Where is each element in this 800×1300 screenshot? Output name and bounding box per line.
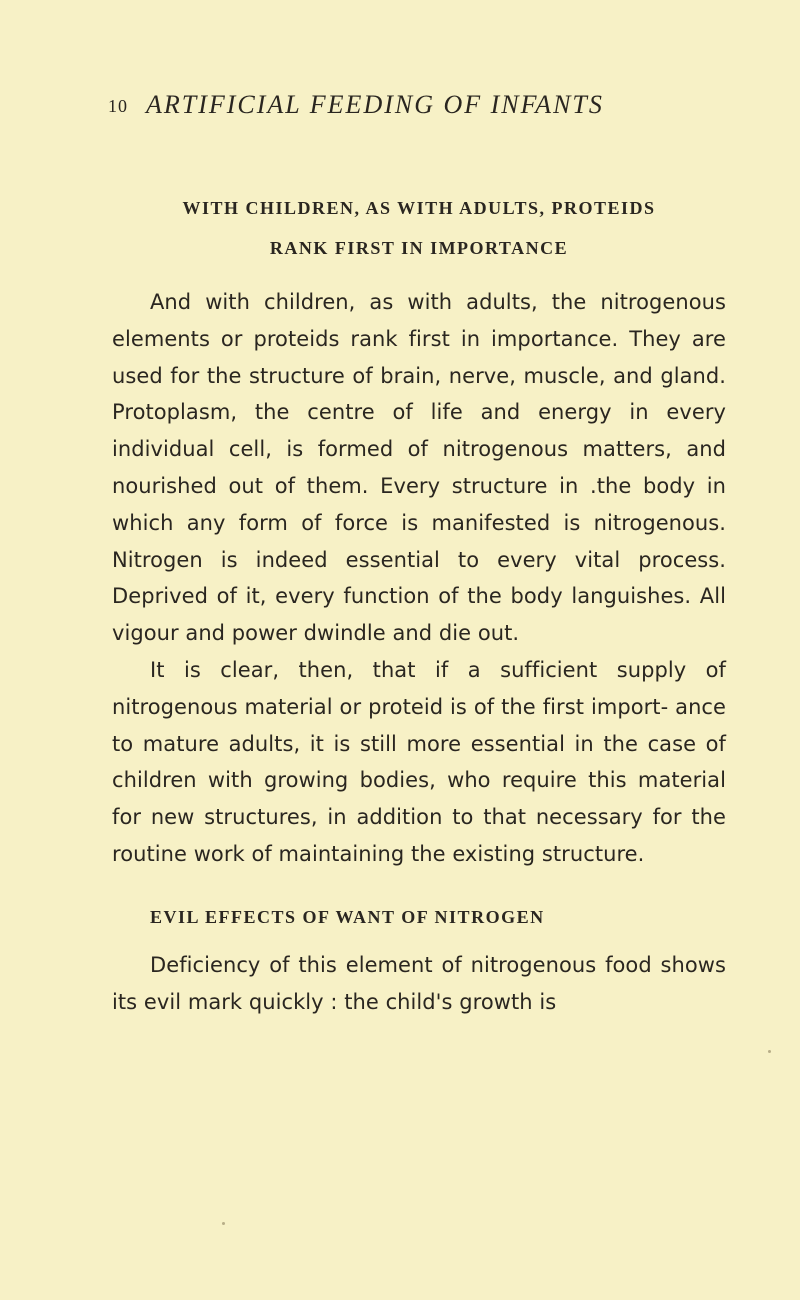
section-heading: EVIL EFFECTS OF WANT OF NITROGEN [150, 906, 545, 927]
section-heading [112, 188, 726, 268]
book-title: ARTIFICIAL FEEDING OF INFANTS [146, 90, 604, 119]
paragraph: And with children, as with adults, the nitrogenous elements or proteids rank first in importance. They are used for the structure of brain, nerve, muscle, and gland. Protoplasm, the centre of life and energy in every individual cell, is formed of nitrogenous matters, and nourished out of them. Every structure in .the body in which any form of force is manifested is nitrogenous. Nitrogen is indeed essential to every vital process. Deprived of it, every function of the body languishes. All vigour and power dwindle and die out. [112, 290, 726, 646]
section-proteids [112, 188, 726, 873]
section-heading-line-1: WITH CHILDREN, AS WITH ADULTS, PROTEIDS [182, 198, 656, 218]
paragraph: Deficiency of this element of nitrogenous food shows its evil mark quickly : the child's growth is [112, 952, 726, 1014]
paragraph: It is clear, then, that if a sufficient supply of nitrogenous material or proteid is of the first import- ance to mature adults, it is still more essential in the case of children with growing bodies, who require this material for new structures, in addition to that necessary for the routine work of maintaining the existing structure. [112, 657, 726, 866]
paper-speck [222, 1222, 225, 1225]
section-heading-line-2: RANK FIRST IN IMPORTANCE [269, 238, 569, 258]
section-nitrogen-want [112, 897, 726, 1021]
running-head [108, 90, 748, 122]
page-number: 10 [108, 96, 128, 116]
paper-speck [768, 1050, 771, 1053]
page-body [112, 188, 726, 1020]
